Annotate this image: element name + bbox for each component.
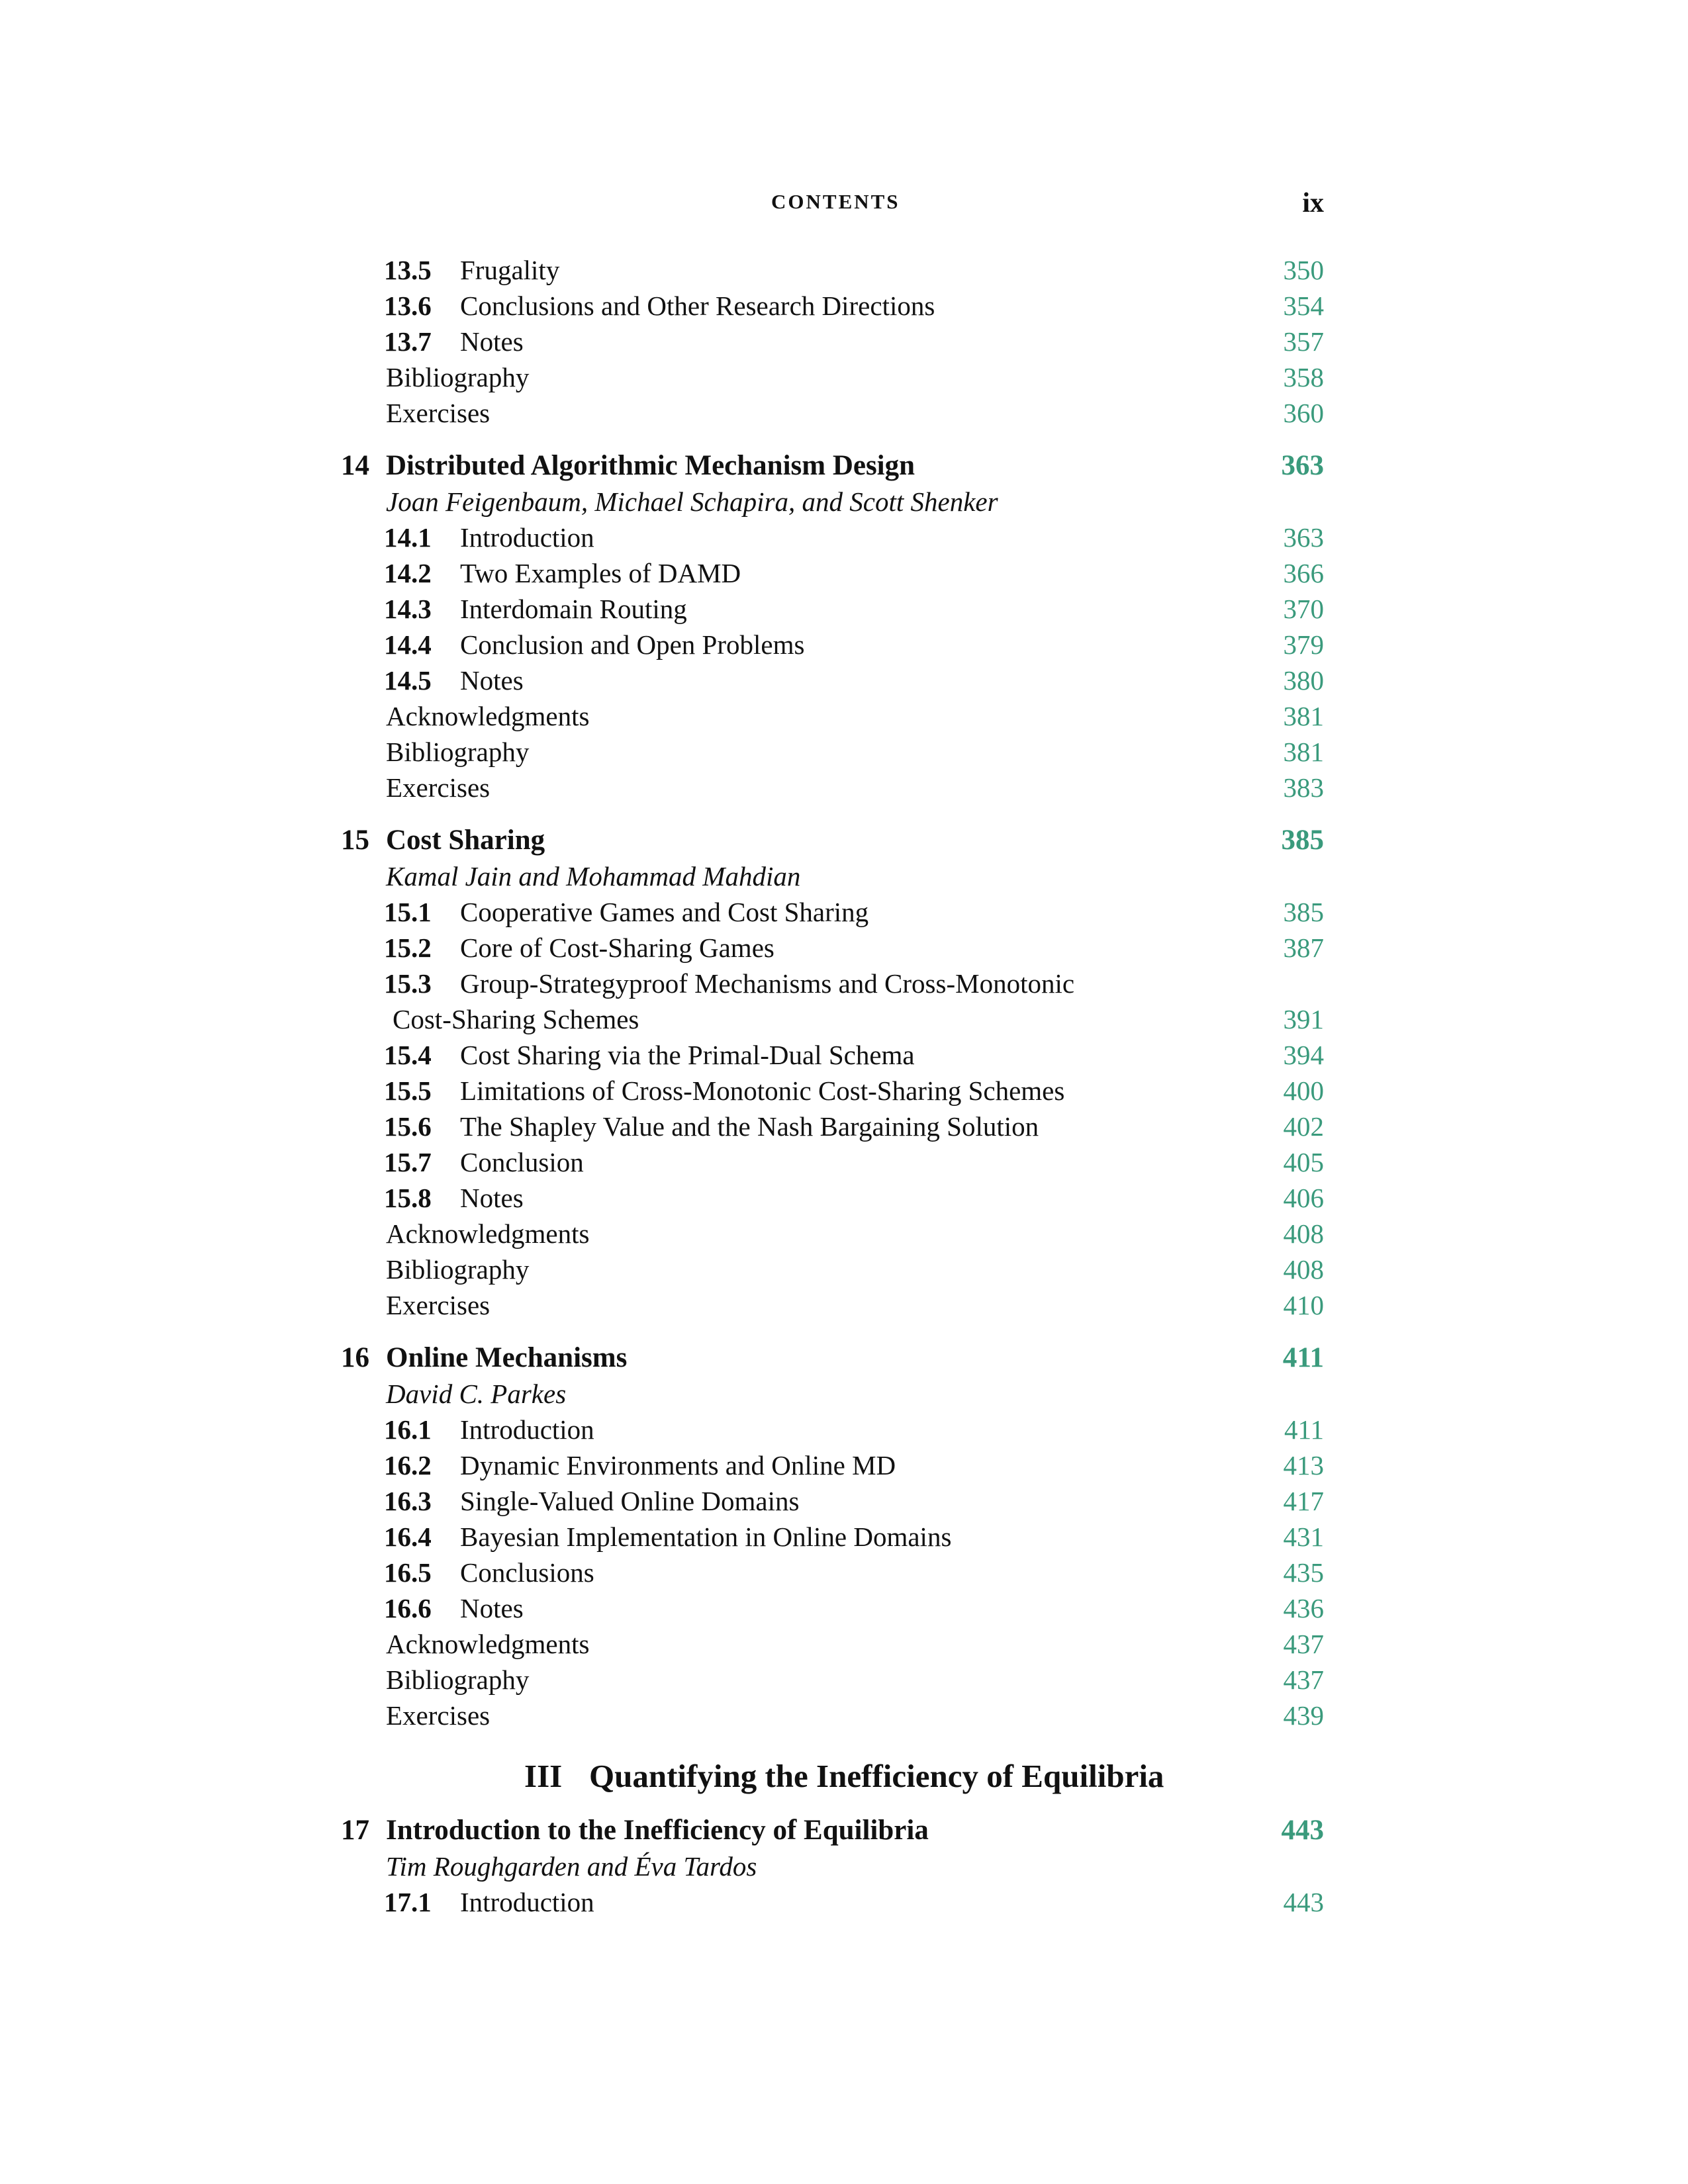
page-number-link[interactable]: 417	[1283, 1486, 1324, 1516]
page-number-link[interactable]: 435	[1283, 1557, 1324, 1588]
entry-title: Exercises	[386, 398, 491, 428]
entry-title: Conclusion	[460, 1147, 584, 1177]
section-number: 13.7	[384, 326, 432, 357]
chapter-number: 17	[341, 1815, 369, 1846]
section-number: 16.6	[384, 1593, 432, 1623]
toc-plain-entry	[341, 1662, 1324, 1698]
toc-section-entry	[341, 591, 1324, 627]
toc-chapter-entry	[341, 448, 1324, 484]
entry-title: Acknowledgments	[386, 701, 590, 731]
page-number-link[interactable]: 443	[1283, 1887, 1324, 1917]
toc-author-entry	[341, 484, 1324, 520]
running-head	[0, 187, 1688, 220]
toc-chapter-entry	[341, 1340, 1324, 1376]
toc-section-entry	[341, 520, 1324, 555]
entry-title: Exercises	[386, 1290, 491, 1320]
entry-title: Introduction	[460, 1414, 594, 1445]
entry-title: Notes	[460, 1183, 524, 1213]
toc-section-entry	[341, 252, 1324, 288]
toc-section-entry	[341, 662, 1324, 698]
entry-title: Conclusions	[460, 1557, 594, 1588]
entry-title: Acknowledgments	[386, 1629, 590, 1659]
toc-section-entry	[341, 966, 1324, 1001]
page-number-link[interactable]: 363	[1281, 450, 1324, 481]
page-number-link[interactable]: 363	[1283, 522, 1324, 553]
page-number-link[interactable]: 410	[1283, 1290, 1324, 1320]
toc-section-entry	[341, 288, 1324, 324]
page-number-link[interactable]: 443	[1281, 1815, 1324, 1846]
chapter-authors: Kamal Jain and Mohammad Mahdian	[386, 861, 801, 891]
page-number-link[interactable]: 370	[1283, 594, 1324, 624]
chapter-authors: Tim Roughgarden and Éva Tardos	[386, 1851, 757, 1882]
toc-part-entry	[341, 1757, 1324, 1796]
entry-title: Bibliography	[386, 737, 530, 767]
page-number: ix	[1302, 188, 1324, 218]
toc-author-entry	[341, 1376, 1324, 1412]
entry-title: Notes	[460, 1593, 524, 1623]
toc-plain-entry	[341, 395, 1324, 431]
section-number: 14.2	[384, 558, 432, 588]
toc-section-entry	[341, 1483, 1324, 1519]
chapter-title: Cost Sharing	[386, 825, 545, 856]
section-number: 15.1	[384, 897, 432, 927]
toc-section-entry	[341, 1447, 1324, 1483]
entry-title: Dynamic Environments and Online MD	[460, 1450, 896, 1480]
page-number-link[interactable]: 381	[1283, 701, 1324, 731]
page-number-link[interactable]: 381	[1283, 737, 1324, 767]
section-number: 16.3	[384, 1486, 432, 1516]
toc-chapter-entry	[341, 823, 1324, 858]
page-number-link[interactable]: 411	[1284, 1414, 1324, 1445]
section-number: 15.7	[384, 1147, 432, 1177]
toc-cont-entry	[341, 1001, 1324, 1037]
toc-section-entry	[341, 555, 1324, 591]
page-number-link[interactable]: 379	[1283, 629, 1324, 660]
section-number: 15.6	[384, 1111, 432, 1142]
page-number-link[interactable]: 385	[1281, 825, 1324, 856]
chapter-title: Online Mechanisms	[386, 1342, 628, 1373]
toc-plain-entry	[341, 1626, 1324, 1662]
entry-title: Frugality	[460, 255, 560, 285]
part-title: Quantifying the Inefficiency of Equilibria	[589, 1758, 1164, 1794]
chapter-number: 16	[341, 1342, 369, 1373]
entry-title: Conclusions and Other Research Directions	[460, 291, 935, 321]
toc-plain-entry	[341, 698, 1324, 734]
section-number: 15.4	[384, 1040, 432, 1070]
chapter-authors: David C. Parkes	[386, 1379, 567, 1409]
entry-title: Bayesian Implementation in Online Domains	[460, 1522, 952, 1552]
entry-title: Exercises	[386, 772, 491, 803]
section-number: 16.1	[384, 1414, 432, 1445]
entry-title: Bibliography	[386, 362, 530, 392]
toc-section-entry	[341, 1519, 1324, 1555]
page-number-link[interactable]: 360	[1283, 398, 1324, 428]
part-number: III	[524, 1758, 563, 1794]
entry-title: Bibliography	[386, 1664, 530, 1695]
toc-section-entry	[341, 1109, 1324, 1144]
section-number: 13.5	[384, 255, 432, 285]
entry-title: Interdomain Routing	[460, 594, 687, 624]
toc-section-entry	[341, 1037, 1324, 1073]
page-number-link[interactable]: 354	[1283, 291, 1324, 321]
section-number: 15.5	[384, 1075, 432, 1106]
section-number: 14.5	[384, 665, 432, 696]
page-number-link[interactable]: 380	[1283, 665, 1324, 696]
toc-plain-entry	[341, 359, 1324, 395]
toc-section-entry	[341, 627, 1324, 662]
entry-title: Notes	[460, 326, 524, 357]
page-number-link[interactable]: 411	[1282, 1342, 1324, 1373]
chapter-number: 14	[341, 450, 369, 481]
toc-section-entry	[341, 1590, 1324, 1626]
page-number-link[interactable]: 357	[1283, 326, 1324, 357]
toc-plain-entry	[341, 1287, 1324, 1323]
entry-title: Limitations of Cross-Monotonic Cost-Sharing Schemes	[460, 1075, 1065, 1106]
chapter-number: 15	[341, 825, 369, 856]
toc-section-entry	[341, 1180, 1324, 1216]
entry-title: Group-Strategyproof Mechanisms and Cross-Monotonic	[460, 968, 1075, 999]
toc-section-entry	[341, 894, 1324, 930]
toc-section-entry	[341, 930, 1324, 966]
section-number: 17.1	[384, 1887, 432, 1917]
toc-author-entry	[341, 1848, 1324, 1884]
section-number: 15.2	[384, 933, 432, 963]
toc-author-entry	[341, 858, 1324, 894]
page-number-link[interactable]: 366	[1283, 558, 1324, 588]
toc-section-entry	[341, 324, 1324, 359]
entry-title: Introduction	[460, 1887, 594, 1917]
entry-title: Two Examples of DAMD	[460, 558, 741, 588]
section-number: 14.4	[384, 629, 432, 660]
toc-section-entry	[341, 1412, 1324, 1447]
page-number-link[interactable]: 408	[1283, 1218, 1324, 1249]
section-number: 14.3	[384, 594, 432, 624]
chapter-authors: Joan Feigenbaum, Michael Schapira, and Scott Shenker	[386, 486, 998, 517]
toc-plain-entry	[341, 770, 1324, 805]
chapter-title: Introduction to the Inefficiency of Equilibria	[386, 1815, 929, 1846]
page-number-link[interactable]: 402	[1283, 1111, 1324, 1142]
page-number-link[interactable]: 405	[1283, 1147, 1324, 1177]
section-number: 15.8	[384, 1183, 432, 1213]
section-number: 16.2	[384, 1450, 432, 1480]
entry-title: Exercises	[386, 1700, 491, 1731]
page-number-link[interactable]: 394	[1283, 1040, 1324, 1070]
toc-section-entry	[341, 1073, 1324, 1109]
page-number-link[interactable]: 436	[1283, 1593, 1324, 1623]
entry-title: Single-Valued Online Domains	[460, 1486, 800, 1516]
page-number-link[interactable]: 413	[1283, 1450, 1324, 1480]
section-number: 14.1	[384, 522, 432, 553]
page-number-link[interactable]: 408	[1283, 1254, 1324, 1285]
page-number-link[interactable]: 437	[1283, 1664, 1324, 1695]
page-number-link[interactable]: 387	[1283, 933, 1324, 963]
running-title: CONTENTS	[771, 190, 900, 213]
section-number: 15.3	[384, 968, 432, 999]
table-of-contents	[341, 252, 1324, 1920]
toc-chapter-entry	[341, 1813, 1324, 1848]
page-number-link[interactable]: 437	[1283, 1629, 1324, 1659]
chapter-title: Distributed Algorithmic Mechanism Design	[386, 450, 915, 481]
page-number-link[interactable]: 431	[1283, 1522, 1324, 1552]
entry-title: Conclusion and Open Problems	[460, 629, 805, 660]
page-number-link[interactable]: 383	[1283, 772, 1324, 803]
entry-title: Notes	[460, 665, 524, 696]
entry-title: Core of Cost-Sharing Games	[460, 933, 774, 963]
toc-plain-entry	[341, 1216, 1324, 1251]
toc-plain-entry	[341, 1251, 1324, 1287]
page-number-link[interactable]: 406	[1283, 1183, 1324, 1213]
entry-title: Bibliography	[386, 1254, 530, 1285]
toc-section-entry	[341, 1144, 1324, 1180]
toc-plain-entry	[341, 1698, 1324, 1733]
page-number-link[interactable]: 385	[1283, 897, 1324, 927]
entry-title: Acknowledgments	[386, 1218, 590, 1249]
page-number-link[interactable]: 391	[1283, 1004, 1324, 1034]
entry-title: The Shapley Value and the Nash Bargaining Solution	[460, 1111, 1039, 1142]
page-number-link[interactable]: 350	[1283, 255, 1324, 285]
entry-title: Cooperative Games and Cost Sharing	[460, 897, 869, 927]
toc-section-entry	[341, 1555, 1324, 1590]
section-number: 16.4	[384, 1522, 432, 1552]
entry-title: Introduction	[460, 522, 594, 553]
toc-plain-entry	[341, 734, 1324, 770]
page-number-link[interactable]: 439	[1283, 1700, 1324, 1731]
page-number-link[interactable]: 358	[1283, 362, 1324, 392]
section-number: 13.6	[384, 291, 432, 321]
entry-title: Cost Sharing via the Primal-Dual Schema	[460, 1040, 915, 1070]
toc-section-entry	[341, 1884, 1324, 1920]
section-number: 16.5	[384, 1557, 432, 1588]
entry-title: Cost-Sharing Schemes	[393, 1004, 639, 1034]
page-number-link[interactable]: 400	[1283, 1075, 1324, 1106]
